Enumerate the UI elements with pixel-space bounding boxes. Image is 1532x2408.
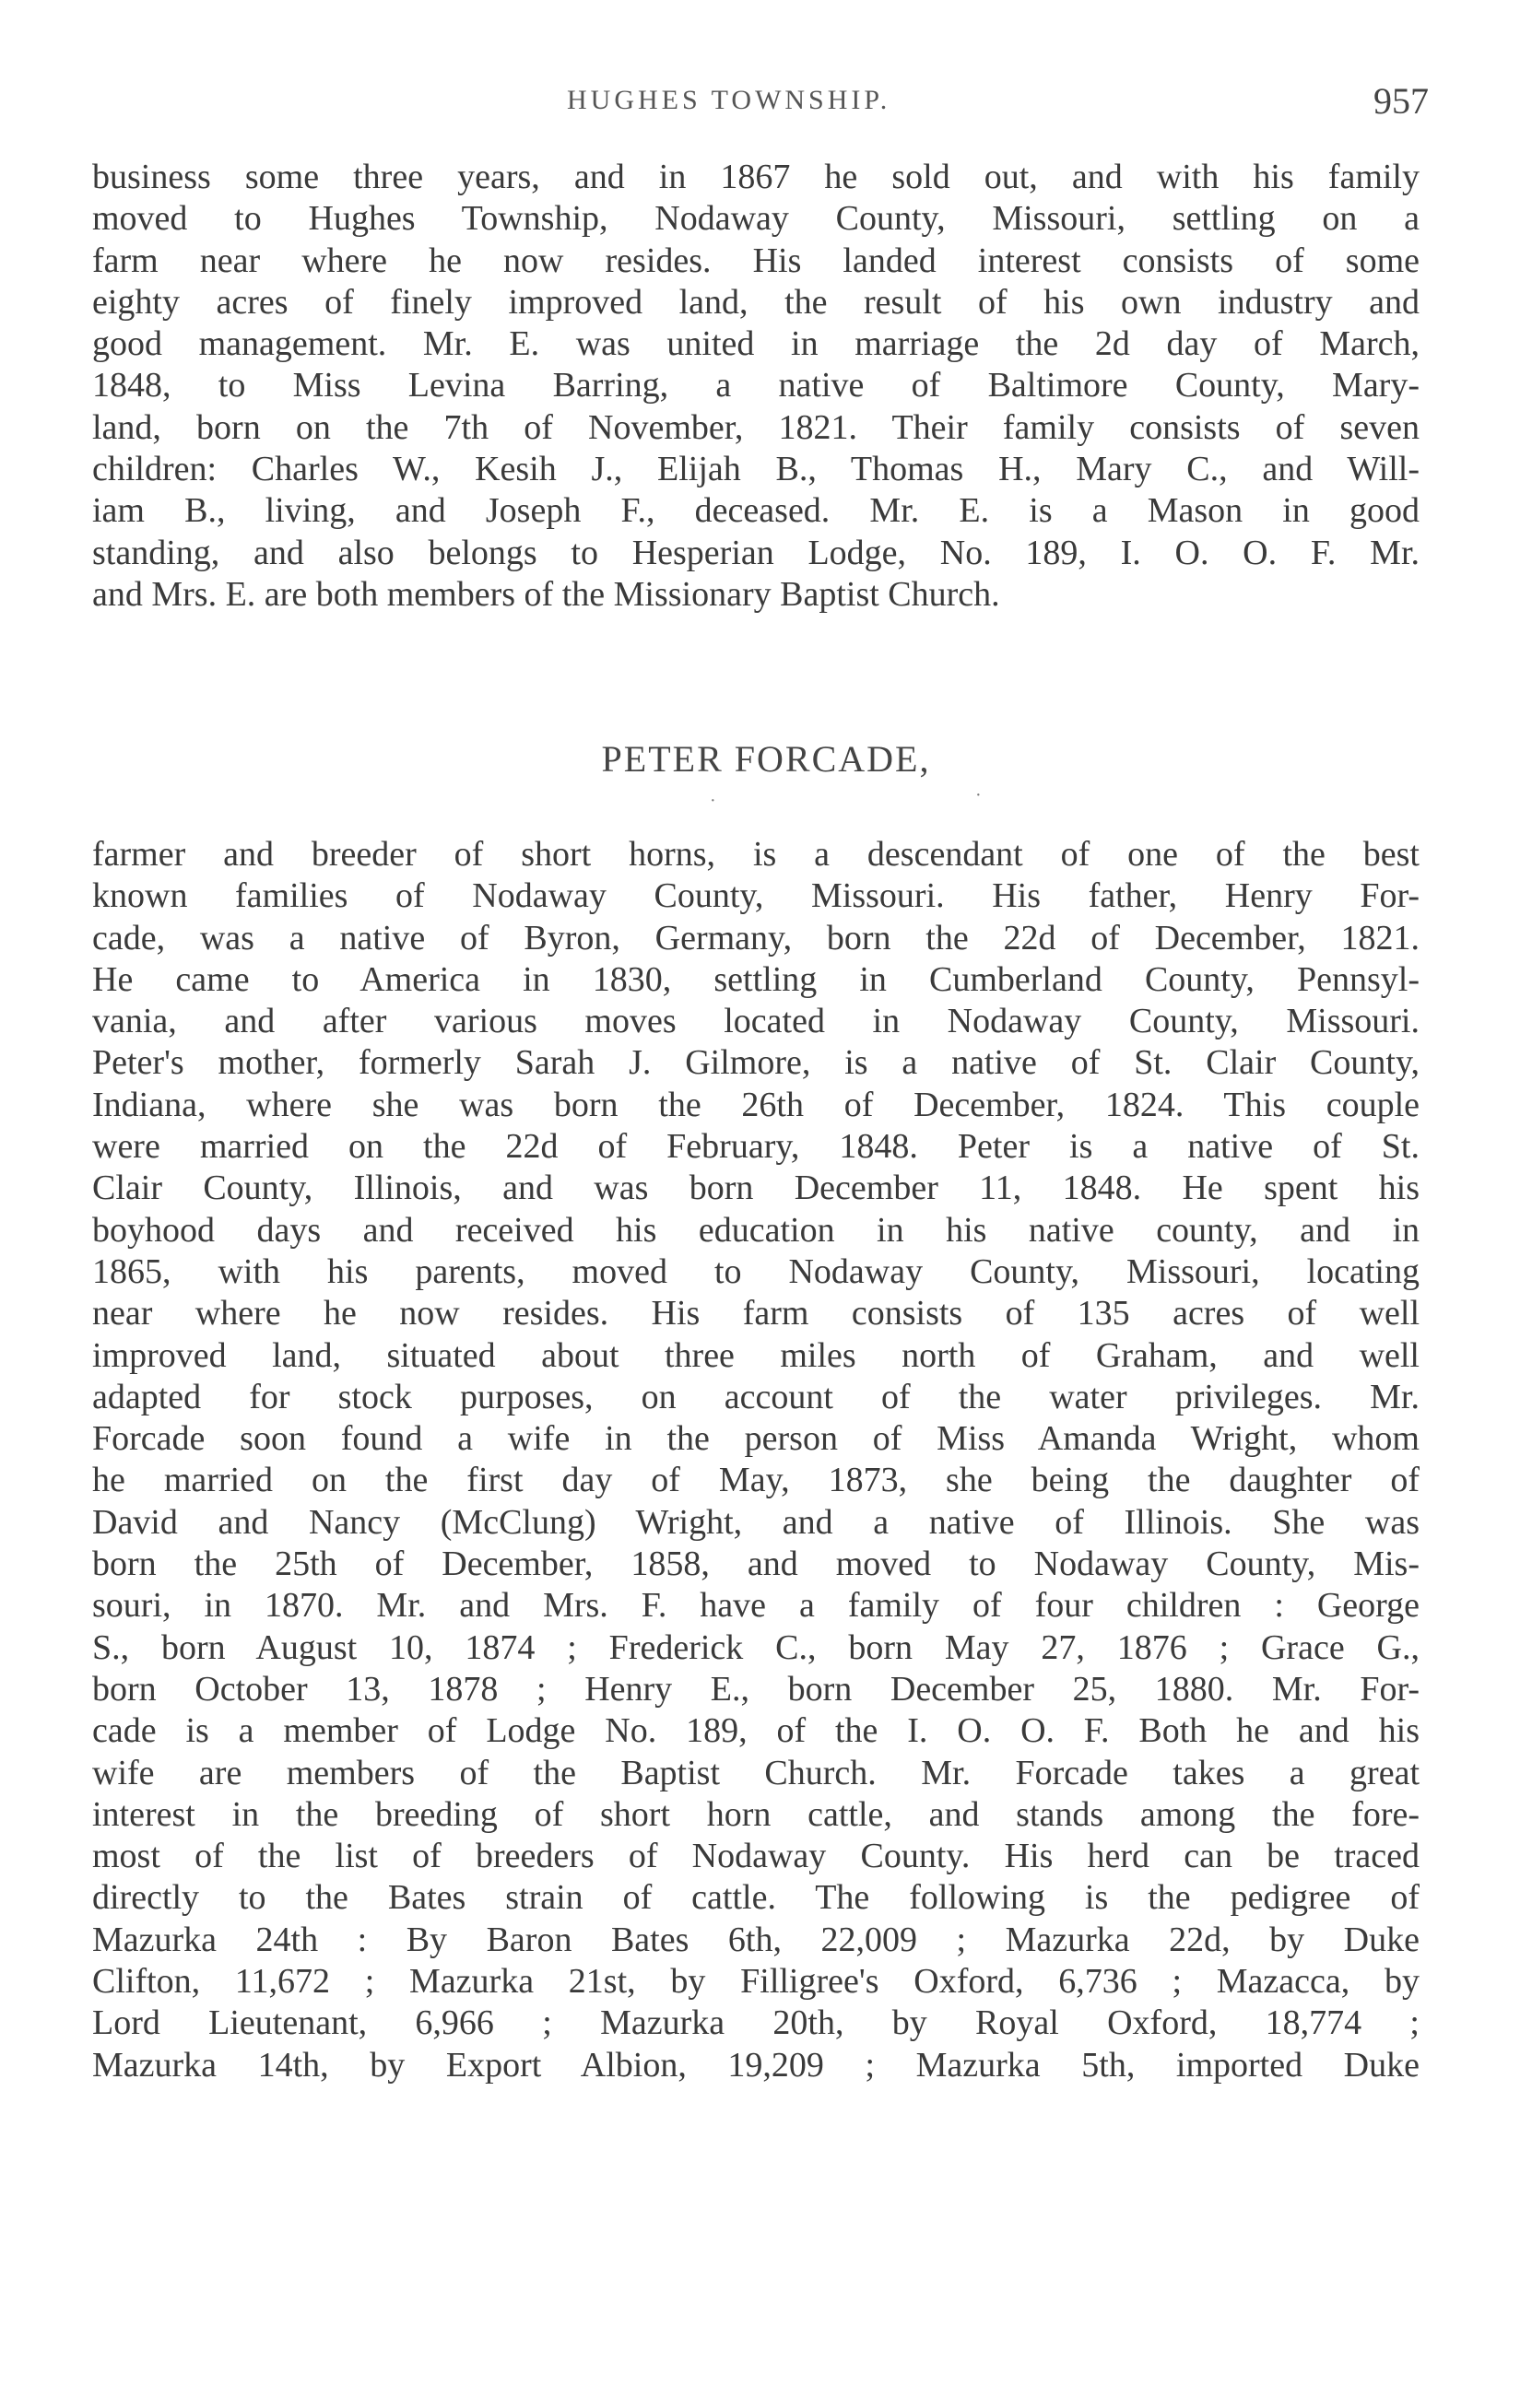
text-line: improved land, situated about three miles north of Graham, and well bbox=[92, 1335, 1420, 1375]
text-line: Mazurka 14th, by Export Albion, 19,209 ; Mazurka 5th, imported Duke bbox=[92, 2045, 1420, 2085]
text-line: iam B., living, and Joseph F., deceased. Mr. E. is a Mason in good bbox=[92, 491, 1420, 531]
paragraph-peter-forcade-biography bbox=[92, 834, 1420, 2086]
text-line: farmer and breeder of short horns, is a descendant of one of the best bbox=[92, 835, 1420, 874]
running-head: HUGHES TOWNSHIP. bbox=[567, 85, 891, 115]
text-line: adapted for stock purposes, on account of the water privileges. Mr. bbox=[92, 1377, 1420, 1416]
text-line: standing, and also belongs to Hesperian Lodge, No. 189, I. O. O. F. Mr. bbox=[92, 533, 1420, 572]
page-number: 957 bbox=[1373, 80, 1429, 122]
text-line: farm near where he now resides. His landed interest consists of some bbox=[92, 241, 1420, 280]
text-line: he married on the first day of May, 1873, she being the daughter of bbox=[92, 1461, 1420, 1500]
text-line: Peter's mother, formerly Sarah J. Gilmore, is a native of St. Clair County, bbox=[92, 1043, 1420, 1083]
text-line: eighty acres of finely improved land, the result of his own industry and bbox=[92, 282, 1420, 322]
text-line: boyhood days and received his education in his native county, and in bbox=[92, 1210, 1420, 1250]
text-line: David and Nancy (McClung) Wright, and a native of Illinois. She was bbox=[92, 1502, 1420, 1542]
text-line: interest in the breeding of short horn cattle, and stands among the fore- bbox=[92, 1794, 1420, 1834]
text-line: and Mrs. E. are both members of the Missionary Baptist Church. bbox=[92, 574, 1000, 614]
paragraph-continued-biography bbox=[92, 157, 1420, 616]
text-line: Forcade soon found a wife in the person of Miss Amanda Wright, whom bbox=[92, 1419, 1420, 1459]
text-line: cade, was a native of Byron, Germany, born the 22d of December, 1821. bbox=[92, 918, 1420, 957]
text-line: were married on the 22d of February, 1848. Peter is a native of St. bbox=[92, 1127, 1420, 1167]
text-line: Indiana, where she was born the 26th of December, 1824. This couple bbox=[92, 1085, 1420, 1124]
text-line: wife are members of the Baptist Church. Mr. Forcade takes a great bbox=[92, 1753, 1420, 1792]
text-line: known families of Nodaway County, Missouri. His father, Henry For- bbox=[92, 876, 1420, 916]
text-line: good management. Mr. E. was united in marriage the 2d day of March, bbox=[92, 324, 1420, 364]
text-line: S., born August 10, 1874 ; Frederick C., born May 27, 1876 ; Grace G., bbox=[92, 1627, 1420, 1667]
text-line: born the 25th of December, 1858, and moved to Nodaway County, Mis- bbox=[92, 1545, 1420, 1584]
ornament-dot: · bbox=[710, 791, 716, 811]
text-line: land, born on the 7th of November, 1821. Their family consists of seven bbox=[92, 407, 1420, 447]
text-line: born October 13, 1878 ; Henry E., born December 25, 1880. Mr. For- bbox=[92, 1669, 1420, 1709]
text-line: near where he now resides. His farm consists of 135 acres of well bbox=[92, 1294, 1420, 1333]
text-line: 1865, with his parents, moved to Nodaway County, Missouri, locating bbox=[92, 1251, 1420, 1291]
text-line: He came to America in 1830, settling in Cumberland County, Pennsyl- bbox=[92, 959, 1420, 999]
text-line: moved to Hughes Township, Nodaway County, Missouri, settling on a bbox=[92, 199, 1420, 239]
text-line: cade is a member of Lodge No. 189, of the I. O. O. F. Both he and his bbox=[92, 1711, 1420, 1751]
text-line: 1848, to Miss Levina Barring, a native of Baltimore County, Mary- bbox=[92, 366, 1420, 405]
text-line: souri, in 1870. Mr. and Mrs. F. have a family of four children : George bbox=[92, 1586, 1420, 1626]
text-line: Lord Lieutenant, 6,966 ; Mazurka 20th, by Royal Oxford, 18,774 ; bbox=[92, 2003, 1420, 2043]
text-line: directly to the Bates strain of cattle. The following is the pedigree of bbox=[92, 1878, 1420, 1918]
text-line: vania, and after various moves located in Nodaway County, Missouri. bbox=[92, 1002, 1420, 1041]
text-line: Clifton, 11,672 ; Mazurka 21st, by Filligree's Oxford, 6,736 ; Mazacca, by bbox=[92, 1962, 1420, 2002]
text-line: Mazurka 24th : By Baron Bates 6th, 22,009 ; Mazurka 22d, by Duke bbox=[92, 1920, 1420, 1959]
text-line: children: Charles W., Kesih J., Elijah B., Thomas H., Mary C., and Will- bbox=[92, 450, 1420, 489]
ornament-dot: · bbox=[975, 785, 982, 805]
text-line: most of the list of breeders of Nodaway County. His herd can be traced bbox=[92, 1837, 1420, 1876]
text-line: Clair County, Illinois, and was born December 11, 1848. He spent his bbox=[92, 1169, 1420, 1208]
section-heading: PETER FORCADE, bbox=[601, 738, 931, 780]
text-line: business some three years, and in 1867 he sold out, and with his family bbox=[92, 158, 1420, 196]
